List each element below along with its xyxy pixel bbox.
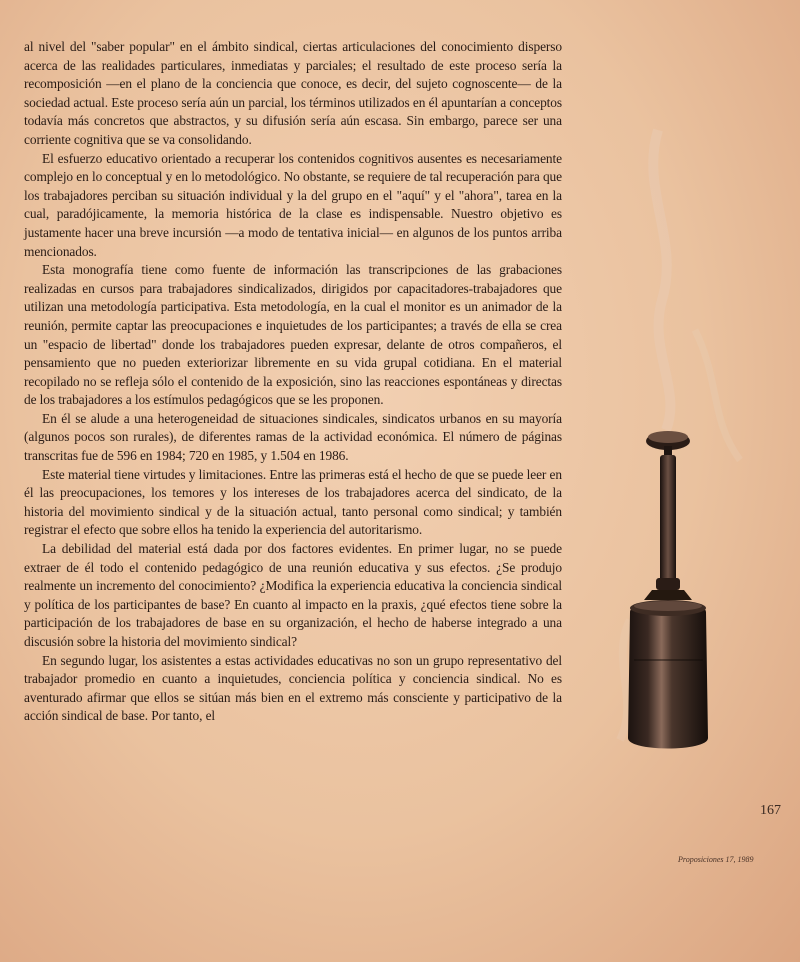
page-number: 167 [760,803,781,818]
paragraph-3: Esta monografía tiene como fuente de información las transcripciones de las grabaciones realizadas en cursos para trabajadores sindicalizados, dirigidos por capacitadores-trabajadores que utilizan una metodología participativa. Esta metodología, en la cual el monitor es un animador de la reunión, permite captar las preocupaciones e inquietudes de los participantes; a través de ella se crea un "espacio de libertad" donde los trabajadores pueden expresar, delante de otros compañeros, el pensamiento que no pueden exteriorizar libremente en su vida grupal cotidiana. En el material recopilado no se refleja sólo el contenido de la exposición, sino las reacciones espontáneas y directas de los trabajadores a los estímulos pedagógicos que se les proponen. [24,262,562,408]
paragraph-5: Este material tiene virtudes y limitaciones. Entre las primeras está el hecho de que se puede leer en él las preocupaciones, los temores y los intereses de los trabajadores acerca del sindicato, de la historia del movimiento sindical y de la situación actual, tanto personal como sindical; y también registrar el efecto que sobre ellos ha tenido la experiencia del autoritarismo. [24,466,562,538]
smoke-wisp [653,130,670,430]
lamp-stem [660,455,676,583]
body-text [24,38,562,726]
paragraph-4: En él se alude a una heterogeneidad de situaciones sindicales, sindicatos urbanos en su mayoría (algunos pocos son rurales), de diferentes ramas de la actividad económica. El número de páginas transcritas fue de 596 en 1984; 720 en 1985, y 1.504 en 1986. [24,410,562,464]
photo-caption: Proposiciones 17, 1989 [678,855,754,864]
smoke-wisp [695,330,740,460]
paragraph-2: El esfuerzo educativo orientado a recuperar los contenidos cognitivos ausentes es necesariamente complejo en lo conceptual y en lo metodológico. No obstante, se requiere de tal recuperación para que los trabajadores perciban su situación individual y la del grupo en el "aquí" y el "ahora", tarea en la cual, paradójicamente, la memoria histórica de la clase es indispensable. Nuestro objetivo es justamente hacer una breve incursión —a modo de tentativa inicial— en algunos de los puntos arriba mencionados. [24,150,562,259]
paragraph-7: En segundo lugar, los asistentes a estas actividades educativas no son un grupo representativo del trabajador promedio en cuanto a inquietudes, conciencia política y conciencia sindical. No es aventurado afirmar que ellos se sitúan más bien en el extremo más consciente y participativo de la acción sindical de base. Por tanto, el [24,652,562,724]
paragraph-6: La debilidad del material está dada por dos factores evidentes. En primer lugar, no se puede extraer de él todo el contenido pedagógico de una reunión educativa y sus efectos. ¿Se produjo realmente un incremento del conocimiento? ¿Modifica la experiencia educativa la conciencia sindical y política de los participantes de base? En cuanto al impacto en la praxis, ¿qué efectos tiene sobre la participación de los trabajadores de base en su organización, el hecho de haberse integrado a una discusión sobre la historia del movimiento sindical? [24,541,562,649]
paragraph-1: al nivel del "saber popular" en el ámbito sindical, ciertas articulaciones del conocimiento disperso acerca de las realidades particulares, inmediatas y parciales; el resultado de este proceso sería la recomposición —en el plano de la conciencia que conoce, es decir, del sujeto cognoscente— de la sociedad actual. Este proceso sería aún un parcial, los términos utilizados en él apuntarían a conceptos todavía más concretos que abstractos, y su difusión sería aún escasa. Sin embargo, parece ser una corriente cognitiva que se va consolidando. [24,39,562,147]
lamp-body [628,602,708,749]
oil-lamp-illustration [600,100,800,820]
